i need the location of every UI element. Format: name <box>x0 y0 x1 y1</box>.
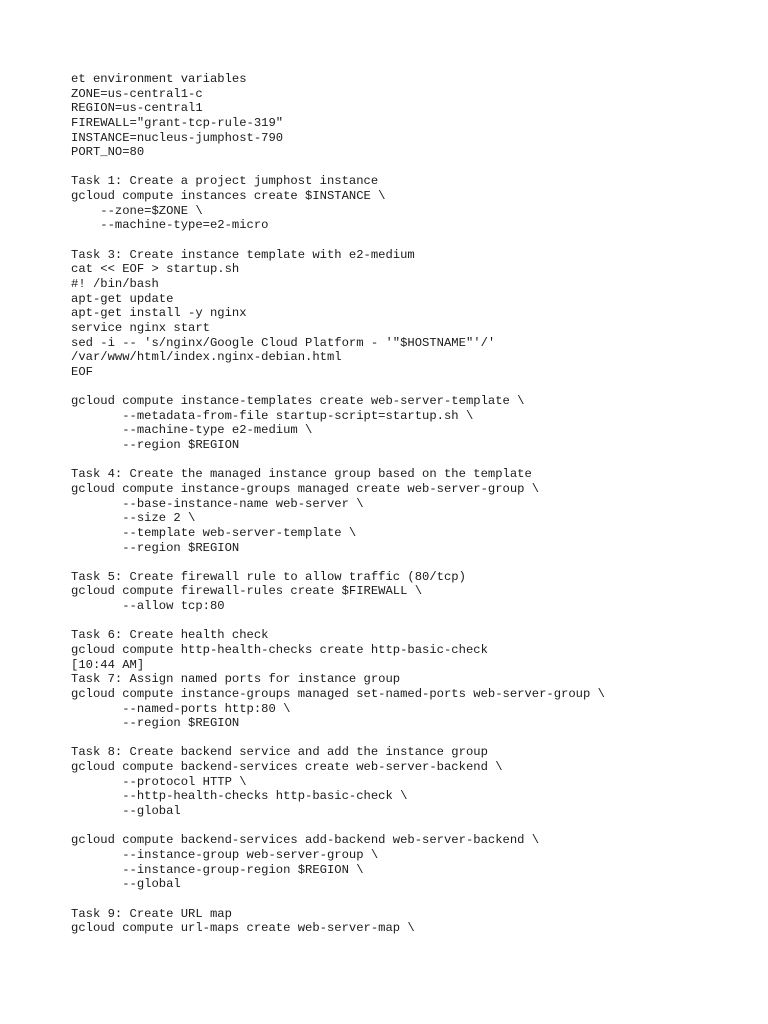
code-line: Task 1: Create a project jumphost instance <box>71 174 379 189</box>
code-line: Task 6: Create health check <box>71 628 269 643</box>
code-text-block <box>71 72 605 936</box>
code-line: EOF <box>71 364 93 379</box>
code-line: Task 9: Create URL map <box>71 906 232 921</box>
code-line: gcloud compute url-maps create web-server-map \ <box>71 921 415 936</box>
code-line: --instance-group-region $REGION \ <box>71 862 364 877</box>
code-line: --region $REGION <box>71 438 240 453</box>
code-line: --size 2 \ <box>71 511 196 526</box>
code-line: gcloud compute instance-templates create web-server-template \ <box>71 394 525 409</box>
code-line: /var/www/html/index.nginx-debian.html <box>71 350 342 365</box>
code-line: FIREWALL="grant-tcp-rule-319" <box>71 115 284 130</box>
code-line: gcloud compute backend-services add-backend web-server-backend \ <box>71 833 540 848</box>
code-line: gcloud compute firewall-rules create $FIREWALL \ <box>71 584 423 599</box>
code-line: --machine-type=e2-micro <box>71 218 269 233</box>
code-line: REGION=us-central1 <box>71 101 203 116</box>
code-line: --zone=$ZONE \ <box>71 203 203 218</box>
code-line: --instance-group web-server-group \ <box>71 847 379 862</box>
code-line: Task 5: Create firewall rule to allow traffic (80/tcp) <box>71 569 466 584</box>
code-line: --named-ports http:80 \ <box>71 701 291 716</box>
code-line: Task 3: Create instance template with e2-medium <box>71 247 415 262</box>
code-line: --region $REGION <box>71 540 240 555</box>
code-line: ZONE=us-central1-c <box>71 86 203 101</box>
code-line: gcloud compute instance-groups managed set-named-ports web-server-group \ <box>71 686 605 701</box>
code-line: service nginx start <box>71 320 210 335</box>
code-line <box>71 555 605 570</box>
code-line: Task 7: Assign named ports for instance group <box>71 672 401 687</box>
code-line <box>71 614 605 629</box>
code-line: --global <box>71 877 181 892</box>
code-line <box>71 160 605 175</box>
code-line: apt-get install -y nginx <box>71 306 247 321</box>
code-line: --allow tcp:80 <box>71 599 225 614</box>
code-line <box>71 379 605 394</box>
code-line: --region $REGION <box>71 716 240 731</box>
code-line: Task 4: Create the managed instance group based on the template <box>71 467 532 482</box>
code-line: --template web-server-template \ <box>71 525 357 540</box>
code-line: PORT_NO=80 <box>71 145 145 160</box>
code-line: apt-get update <box>71 291 174 306</box>
code-line <box>71 233 605 248</box>
code-line: --http-health-checks http-basic-check \ <box>71 789 408 804</box>
code-line: sed -i -- 's/nginx/Google Cloud Platform - '"$HOSTNAME"'/' <box>71 335 496 350</box>
code-line <box>71 453 605 468</box>
code-line: --metadata-from-file startup-script=startup.sh \ <box>71 408 474 423</box>
code-line: #! /bin/bash <box>71 276 159 291</box>
code-line: --protocol HTTP \ <box>71 774 247 789</box>
code-line: --global <box>71 804 181 819</box>
code-line: gcloud compute instances create $INSTANCE \ <box>71 189 386 204</box>
code-line <box>71 731 605 746</box>
code-line <box>71 892 605 907</box>
code-line: INSTANCE=nucleus-jumphost-790 <box>71 130 284 145</box>
code-line: --machine-type e2-medium \ <box>71 423 313 438</box>
code-line: gcloud compute backend-services create web-server-backend \ <box>71 760 503 775</box>
code-line <box>71 819 605 834</box>
code-line: Task 8: Create backend service and add the instance group <box>71 745 488 760</box>
code-line: gcloud compute http-health-checks create http-basic-check <box>71 642 488 657</box>
code-line: [10:44 AM] <box>71 657 145 672</box>
code-line: cat << EOF > startup.sh <box>71 262 240 277</box>
code-line: gcloud compute instance-groups managed create web-server-group \ <box>71 481 540 496</box>
code-line: --base-instance-name web-server \ <box>71 496 364 511</box>
code-line: et environment variables <box>71 72 247 86</box>
